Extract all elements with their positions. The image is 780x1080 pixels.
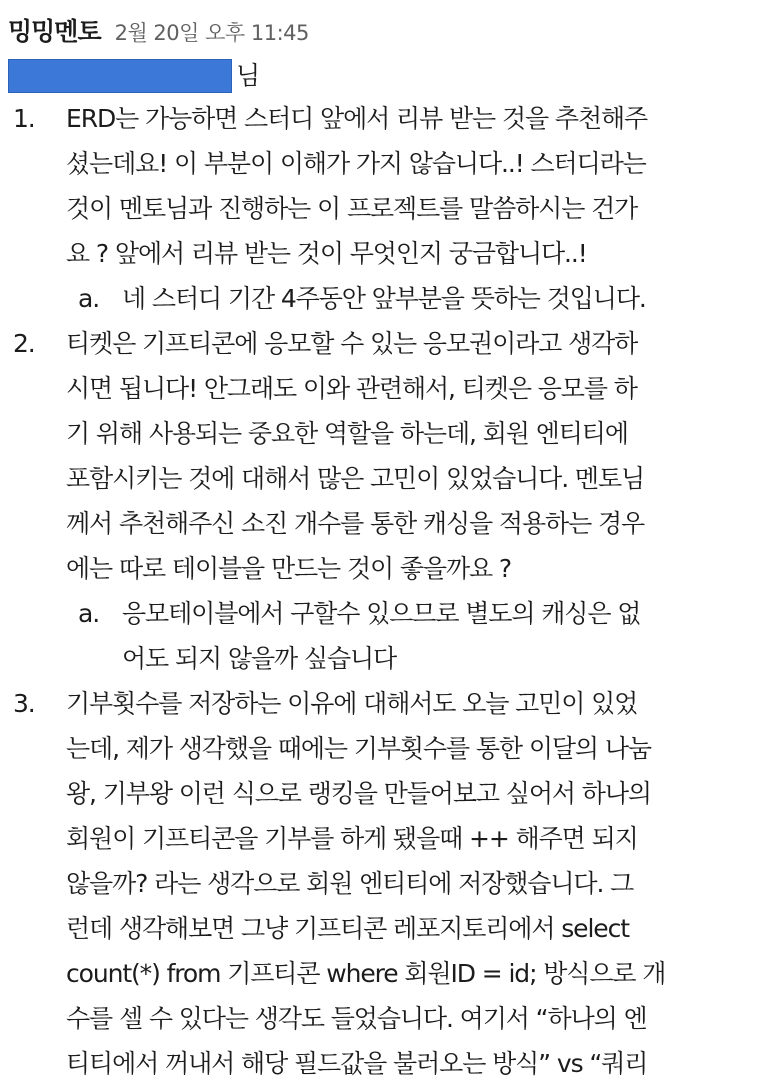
list-item-text: count(*) from 기프티콘 where 회원ID = id; 방식으로 개 [66,959,666,988]
list-item-text: 회원이 기프티콘을 기부를 하게 됐을때 ++ 해주면 되지 [66,824,638,853]
list-item-text: 왕, 기부왕 이런 식으로 랭킹을 만들어보고 싶어서 하나의 [66,779,651,808]
list-item-number: 2. [13,329,35,358]
message-body [0,96,780,1080]
list-item-line [0,951,780,996]
message-header [8,12,309,48]
list-item-text: 티티에서 꺼내서 해당 필드값을 불러오는 방식” vs “쿼리 [66,1049,648,1078]
message-timestamp[interactable]: 2월 20일 오후 11:45 [114,21,309,45]
sub-item-letter: a. [78,599,100,628]
list-item-line [0,996,780,1041]
list-item-text: 에는 따로 테이블을 만드는 것이 좋을까요 ? [66,554,512,583]
sub-item-line [0,636,780,681]
list-item-line [0,321,780,366]
list-item-text: 것이 멘토님과 진행하는 이 프로젝트를 말씀하시는 건가 [66,194,638,223]
sub-item-line [0,591,780,636]
list-item-text: 기 위해 사용되는 중요한 역할을 하는데, 회원 엔티티에 [66,419,628,448]
mention-suffix: 님 [236,61,261,90]
sub-item-text: 네 스터디 기간 4주동안 앞부분을 뜻하는 것입니다. [122,284,646,313]
author-name[interactable]: 밍밍멘토 [8,17,101,46]
list-item-line [0,501,780,546]
list-item-number: 1. [13,104,35,133]
list-item-number: 3. [13,689,35,718]
list-item-line [0,726,780,771]
list-item-text: 셨는데요! 이 부분이 이해가 가지 않습니다..! 스터디라는 [66,149,646,178]
list-item-text: 포함시키는 것에 대해서 많은 고민이 있었습니다. 멘토님 [66,464,645,493]
list-item-text: 시면 됩니다! 안그래도 이와 관련해서, 티켓은 응모를 하 [66,374,637,403]
list-item-line [0,771,780,816]
list-item-line [0,456,780,501]
list-item-line [0,1041,780,1080]
sub-item-text: 응모테이블에서 구할수 있으므로 별도의 캐싱은 없 [122,599,641,628]
sub-item-line [0,276,780,321]
list-item-line [0,906,780,951]
list-item-line [0,861,780,906]
list-item-text: 께서 추천해주신 소진 개수를 통한 캐싱을 적용하는 경우 [66,509,645,538]
list-item-text: 수를 셀 수 있다는 생각도 들었습니다. 여기서 “하나의 엔 [66,1004,647,1033]
redacted-mention [8,59,232,93]
list-item-text: 는데, 제가 생각했을 때에는 기부횟수를 통한 이달의 나눔 [66,734,651,763]
list-item-line [0,816,780,861]
list-item-line [0,96,780,141]
list-item-line [0,231,780,276]
mention-row [8,56,260,96]
list-item-line [0,366,780,411]
list-item-text: 않을까? 라는 생각으로 회원 엔티티에 저장했습니다. 그 [66,869,634,898]
list-item-line [0,186,780,231]
list-item-text: 티켓은 기프티콘에 응모할 수 있는 응모권이라고 생각하 [66,329,638,358]
sub-item-text: 어도 되지 않을까 싶습니다 [122,644,397,673]
list-item-text: ERD는 가능하면 스터디 앞에서 리뷰 받는 것을 추천해주 [66,104,648,133]
list-item-line [0,546,780,591]
list-item-line [0,681,780,726]
list-item-text: 요 ? 앞에서 리뷰 받는 것이 무엇인지 궁금합니다..! [66,239,587,268]
list-item-line [0,411,780,456]
sub-item-letter: a. [78,284,100,313]
list-item-text: 런데 생각해보면 그냥 기프티콘 레포지토리에서 select [66,914,629,943]
list-item-line [0,141,780,186]
list-item-text: 기부횟수를 저장하는 이유에 대해서도 오늘 고민이 있었 [66,689,638,718]
